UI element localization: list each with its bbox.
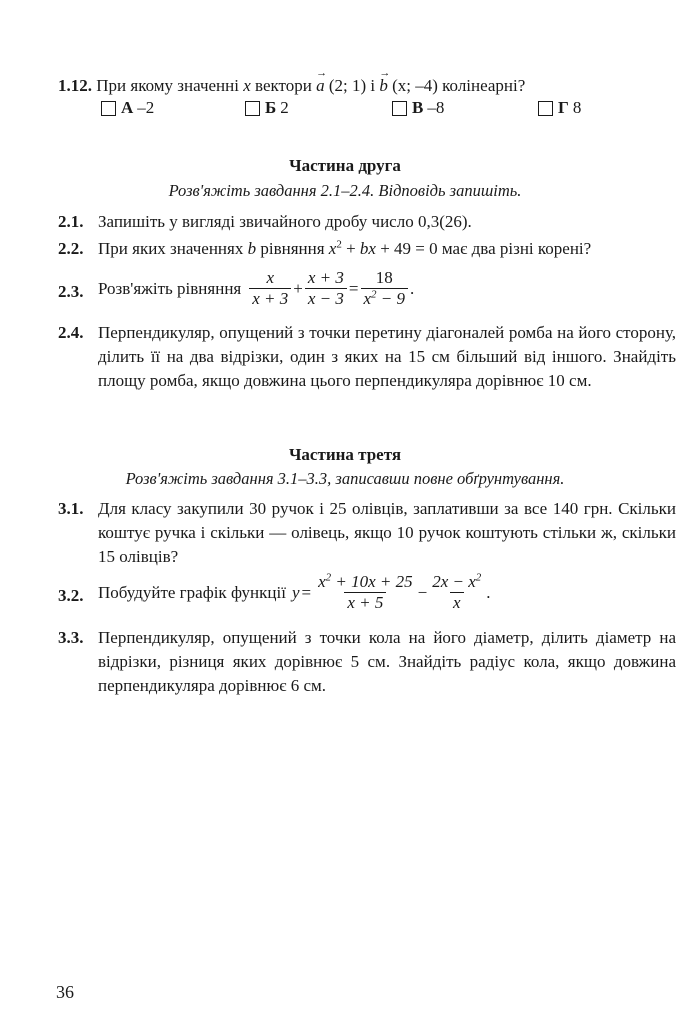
fraction-1: [249, 268, 291, 309]
part2-instruction: Розв'яжіть завдання 2.1–2.4. Відповідь запишіть.: [168, 181, 522, 200]
checkbox-icon[interactable]: [245, 101, 260, 116]
task-text: Перпендикуляр, опущений з точки перетину діагоналей ромба на його сторону, ділить її на два відрізки, один з яких на 15 см більший від іншого. Знайдіть площу ромба, якщо довжина цього перпендикуляра дорівнює 10 см.: [98, 323, 676, 390]
task-text: При яких значеннях: [98, 239, 244, 258]
variable-x: x: [243, 76, 251, 95]
checkbox-icon[interactable]: [101, 101, 116, 116]
task-text: Перпендикуляр, опущений з точки кола на його діаметр, ділить діаметр на відрізки, різниця яких дорівнює 5 см. Знайдіть радіус кола, якщо довжина перпендикуляра дорівнює 6 см.: [98, 628, 676, 695]
vector-a: → a: [316, 74, 325, 98]
part3-title: Частина третя: [288, 445, 402, 464]
task-number: 1.12.: [58, 76, 92, 95]
fraction-1: [315, 572, 416, 613]
task-2-1: [58, 210, 676, 234]
equals-sign: =: [301, 582, 312, 602]
fraction-denominator: x − 3: [305, 288, 347, 309]
task-text: Розв'яжіть рівняння: [98, 278, 242, 298]
option-v[interactable]: [392, 98, 444, 118]
numerator-base: x: [318, 572, 326, 591]
option-a[interactable]: [101, 98, 154, 118]
plus-sign: +: [293, 278, 303, 298]
task-number: 2.4.: [58, 323, 84, 342]
equation-tail: + 49 = 0 має два різні корені?: [380, 239, 592, 258]
equation-plus: +: [346, 239, 356, 258]
equals-sign: =: [348, 278, 359, 298]
end-period: .: [410, 278, 415, 298]
numerator-tail: + 10x + 25: [331, 572, 413, 591]
option-letter: А: [121, 98, 134, 117]
fraction-denominator: [361, 288, 409, 309]
option-b[interactable]: [245, 98, 289, 118]
fraction-2: [305, 268, 347, 309]
option-letter: Г: [558, 98, 569, 117]
task-number: 3.3.: [58, 628, 84, 647]
page-number: 36: [56, 982, 74, 1002]
vector-b: → b: [379, 74, 388, 98]
denominator-exponent: 2: [371, 288, 377, 301]
task-number: 2.3.: [58, 282, 84, 301]
task-2-3: [58, 268, 676, 309]
task-number: 3.1.: [58, 499, 84, 518]
option-g[interactable]: [538, 98, 581, 118]
vector-b-coords: (x; –4) колінеарні?: [392, 76, 526, 95]
task-number: 2.1.: [58, 212, 84, 231]
numerator-exponent: 2: [475, 571, 482, 584]
task-text: Запишіть у вигляді звичайного дробу число 0,3(26).: [98, 212, 472, 231]
task-2-4: [58, 321, 676, 393]
part2-title: Частина друга: [289, 156, 401, 175]
fraction-2: [429, 572, 484, 613]
fraction-denominator: x: [450, 592, 464, 613]
fraction-denominator: x + 5: [344, 592, 386, 613]
task-number: 3.2.: [58, 586, 84, 605]
task-text: При якому значенні: [96, 76, 239, 95]
task-text: Побудуйте графік функції: [98, 582, 286, 602]
end-period: .: [486, 582, 491, 602]
minus-sign: −: [417, 582, 428, 602]
task-1-12: [58, 74, 676, 98]
option-value: 2: [280, 98, 289, 117]
checkbox-icon[interactable]: [392, 101, 407, 116]
option-value: –8: [427, 98, 445, 117]
option-value: 8: [572, 98, 582, 117]
fraction-numerator: [429, 572, 484, 592]
option-value: –2: [137, 98, 155, 117]
task-text: рівняння: [260, 239, 325, 258]
task-3-1: [58, 497, 676, 569]
equation-x: x: [328, 239, 337, 258]
fraction-3: [361, 268, 409, 309]
task-3-3: [58, 626, 676, 698]
option-letter: В: [412, 98, 424, 117]
task-text: Для класу закупили 30 ручок і 25 олівців, заплативши за все 140 грн. Скільки коштує ручка і скільки — олівець, якщо 10 ручок коштують стільки ж, скільки 15 олівців?: [98, 499, 676, 566]
task-text: вектори: [255, 76, 312, 95]
numerator-base: 2x − x: [432, 572, 476, 591]
fraction-numerator: 18: [375, 268, 393, 287]
fraction-denominator: x + 3: [249, 288, 291, 309]
denominator-tail: − 9: [376, 289, 406, 308]
checkbox-icon[interactable]: [538, 101, 553, 116]
option-letter: Б: [265, 98, 277, 117]
fraction-numerator: x + 3: [307, 268, 344, 287]
numerator-exponent: 2: [325, 571, 332, 584]
denominator-base: x: [363, 289, 372, 308]
equation-bx: bx: [359, 239, 376, 258]
task-2-2: [58, 237, 676, 261]
task-3-2: [58, 572, 676, 613]
fraction-numerator: x: [266, 268, 275, 287]
variable-b: b: [247, 239, 257, 258]
fraction-numerator: [315, 572, 416, 592]
part3-instruction: Розв'яжіть завдання 3.1–3.3, записавши повне обґрунтування.: [125, 469, 565, 488]
vector-a-coords: (2; 1) і: [328, 76, 376, 95]
task-number: 2.2.: [58, 239, 84, 258]
equation-exponent: 2: [336, 238, 342, 251]
function-lhs: y: [291, 582, 300, 602]
